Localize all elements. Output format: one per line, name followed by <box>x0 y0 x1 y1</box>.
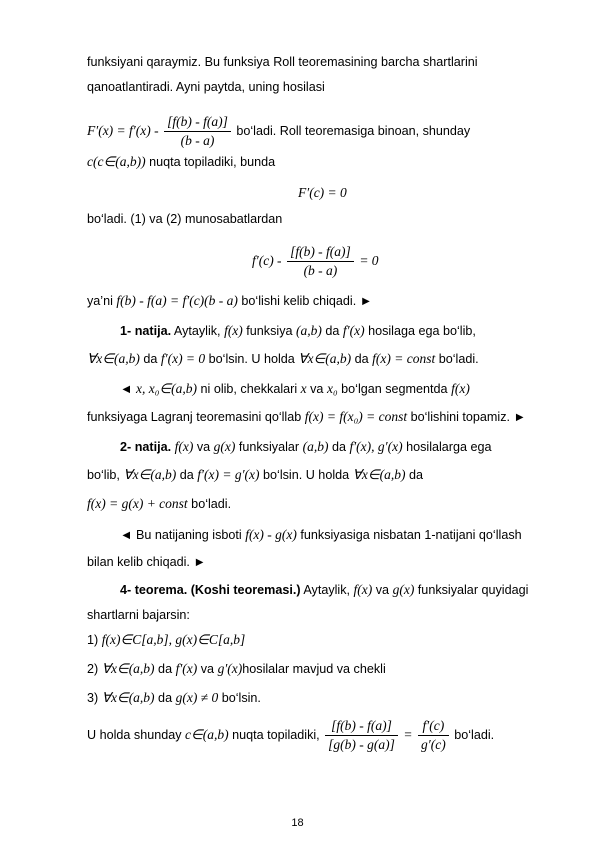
formula: f′(c) - <box>252 252 282 268</box>
formula: ∀x∈(a,b) <box>352 467 406 482</box>
text: da <box>176 468 198 482</box>
corollary-1-line <box>120 323 476 339</box>
text: ◄ <box>120 382 136 396</box>
formula: g(x) <box>213 439 236 454</box>
page-number: 18 <box>291 817 304 829</box>
formula: g′(x) <box>217 661 243 676</box>
proof-1-line <box>120 381 470 397</box>
formula: (a,b) <box>302 439 329 454</box>
text: funksiyalar <box>235 440 303 454</box>
text: ni olib, chekkalari <box>197 382 301 396</box>
text: bo‘lgan segmentda <box>337 382 452 396</box>
text: bo‘ladi. <box>187 497 232 511</box>
text: hosilalarga ega <box>402 440 492 454</box>
formula: ∀x∈(a,b) <box>101 690 155 705</box>
formula: (a,b) <box>296 323 322 338</box>
text-line: bo‘ladi. (1) va (2) munosabatlardan <box>87 212 283 226</box>
formula: c(c∈(a,b)) <box>87 154 146 169</box>
text-line: shartlarni bajarsin: <box>87 608 190 622</box>
formula: g(x) <box>392 582 415 597</box>
list-number: 1) <box>87 633 102 647</box>
text: da <box>154 691 176 705</box>
text: bo‘lib, <box>87 468 124 482</box>
text-line <box>87 467 423 483</box>
formula: g(x) ≠ 0 <box>175 690 219 705</box>
formula: x <box>300 381 307 396</box>
formula: F′(x) = f′(x) - <box>87 122 159 138</box>
formula: ∀x∈(a,b) <box>298 351 352 366</box>
formula: f(b) - f(a) = f′(c)(b - a) <box>116 293 238 308</box>
text: da <box>405 468 423 482</box>
formula: f(x) = g(x) + const <box>87 496 188 511</box>
formula: f(x) = const <box>372 351 436 366</box>
text: da <box>321 324 343 338</box>
text: funksiyasiga nisbatan 1-natijani qo‘llash <box>296 528 522 542</box>
formula: f′(x) = 0 <box>160 351 206 366</box>
formula: ∀x∈(a,b) <box>87 351 140 366</box>
text: U holda shunday <box>87 727 186 742</box>
text: bo‘lsin. <box>218 691 261 705</box>
corollary-title: 2- natija. <box>120 440 172 454</box>
formula: f(x) = f(x₀) = const <box>304 409 408 424</box>
text: nuqta topiladiki, <box>228 727 324 742</box>
text: hosilalar mavjud va chekli <box>242 662 386 676</box>
text: bo‘lsin. U holda <box>259 468 353 482</box>
text: funksiyalar quyidagi <box>414 583 529 597</box>
cauchy-conclusion-line <box>87 718 494 753</box>
text: bo‘lsin. U holda <box>205 352 299 366</box>
formula-centered <box>252 244 379 279</box>
text: da <box>139 352 161 366</box>
text: va <box>193 440 214 454</box>
proof-2-line <box>120 527 522 543</box>
text-line <box>87 409 526 425</box>
formula: ∀x∈(a,b) <box>123 467 177 482</box>
fraction-denominator: (b - a) <box>180 133 215 148</box>
text: bo‘lishini topamiz. ► <box>407 410 526 424</box>
fraction-numerator: [f(b) - f(a)] <box>164 114 231 132</box>
text-line <box>87 496 231 512</box>
text: ◄ Bu natijaning isboti <box>120 528 246 542</box>
text: Aytaylik, <box>300 583 354 597</box>
text: Aytaylik, <box>171 324 225 338</box>
text: hosilaga ega bo‘lib, <box>364 324 476 338</box>
fraction <box>418 718 449 753</box>
text: bo‘lishi kelib chiqadi. ► <box>237 294 373 308</box>
fraction-denominator: (b - a) <box>303 263 338 278</box>
text: bo‘ladi. <box>435 352 479 366</box>
fraction-denominator: g′(c) <box>421 737 446 752</box>
formula: f(x)∈C[a,b], g(x)∈C[a,b] <box>101 632 246 647</box>
text: va <box>372 583 393 597</box>
formula: ∀x∈(a,b) <box>101 661 155 676</box>
formula: f(x) <box>451 381 470 396</box>
text: bo‘ladi. Roll teoremasiga binoan, shunday <box>236 123 471 138</box>
corollary-2-line <box>120 439 492 455</box>
text: da <box>328 440 350 454</box>
formula: f(x) <box>174 439 194 454</box>
formula: f(x) - g(x) <box>245 527 297 542</box>
text: va <box>306 382 327 396</box>
theorem-title: 4- teorema. (Koshi teoremasi.) <box>120 583 301 597</box>
formula-centered: F′(c) = 0 <box>298 185 347 200</box>
text: bo‘ladi. <box>454 727 495 742</box>
formula: = <box>403 726 413 742</box>
text-line <box>87 351 479 367</box>
fraction-numerator: f′(c) <box>418 718 449 736</box>
text: funksiya <box>242 324 296 338</box>
condition-1 <box>87 632 245 648</box>
formula: = 0 <box>359 252 379 268</box>
text-line: qanoatlantiradi. Ayni paytda, uning hosilasi <box>87 80 325 94</box>
list-number: 2) <box>87 662 102 676</box>
formula: f(x) <box>224 323 243 338</box>
text-line <box>87 293 372 309</box>
formula: x₀ <box>326 381 338 396</box>
fraction-denominator: [g(b) - g(a)] <box>328 737 395 752</box>
formula: f′(x) <box>342 323 365 338</box>
formula-line-derivative <box>87 114 470 149</box>
fraction-numerator: [f(b) - f(a)] <box>287 244 354 262</box>
text: funksiyaga Lagranj teoremasini qo‘llab <box>87 410 305 424</box>
text: da <box>154 662 176 676</box>
formula: x, x₀∈(a,b) <box>135 381 198 396</box>
corollary-title: 1- natija. <box>120 324 172 338</box>
formula-line <box>87 154 275 170</box>
text: nuqta topiladiki, bunda <box>145 155 276 169</box>
text: va <box>197 662 218 676</box>
text-line: bilan kelib chiqadi. ► <box>87 555 206 569</box>
fraction-numerator: [f(b) - f(a)] <box>325 718 398 736</box>
formula: f(x) <box>353 582 373 597</box>
formula: f′(x), g′(x) <box>349 439 403 454</box>
text: da <box>351 352 373 366</box>
condition-2 <box>87 661 386 677</box>
theorem-4-line <box>120 582 528 598</box>
text-line: funksiyani qaraymiz. Bu funksiya Roll teoremasining barcha shartlarini <box>87 55 478 69</box>
fraction <box>325 718 398 753</box>
formula: f′(x) <box>175 661 198 676</box>
formula: c∈(a,b) <box>185 726 229 742</box>
list-number: 3) <box>87 691 102 705</box>
condition-3 <box>87 690 261 706</box>
formula: f′(x) = g′(x) <box>197 467 260 482</box>
fraction <box>164 114 231 149</box>
text: ya’ni <box>87 294 117 308</box>
fraction <box>287 244 354 279</box>
